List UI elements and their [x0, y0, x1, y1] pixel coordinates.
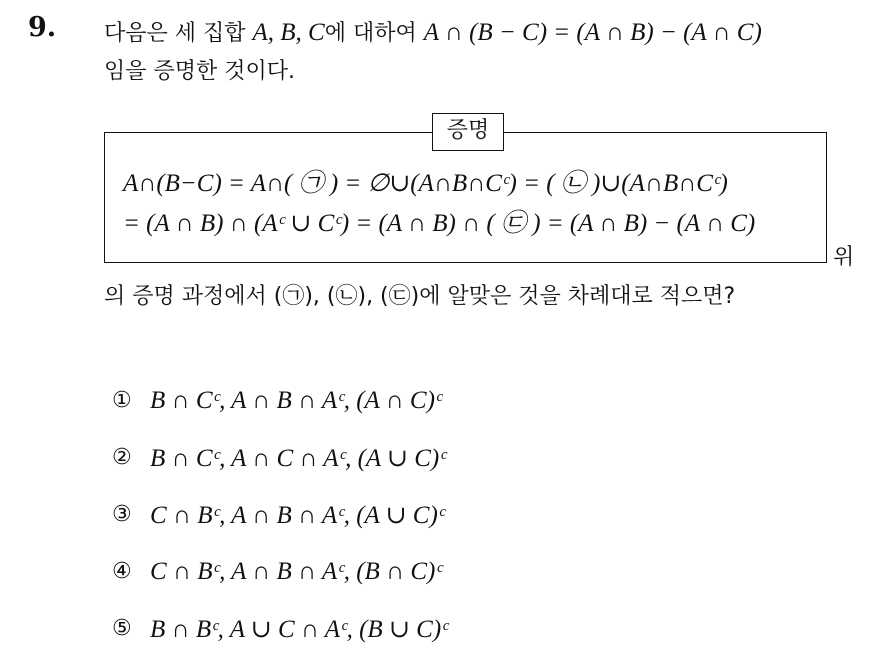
choice-text: C ∩ Bᶜ, A ∩ B ∩ Aᶜ, (B ∩ C)ᶜ [150, 557, 442, 585]
stem-identity: A ∩ (B − C) = (A ∩ B) − (A ∩ C) [423, 19, 762, 46]
choice-text: B ∩ Bᶜ, A ∪ C ∩ Aᶜ, (B ∪ C)ᶜ [150, 615, 448, 643]
proof-title: 증명 [432, 113, 504, 151]
proof-box [104, 118, 827, 263]
choice-text: B ∩ Cᶜ, A ∩ B ∩ Aᶜ, (A ∩ C)ᶜ [150, 386, 442, 414]
question-line: 의 증명 과정에서 (㉠), (㉡), (㉢)에 알맞은 것을 차례대로 적으면? [104, 284, 736, 309]
trailing-word: 위 [833, 245, 855, 270]
choice-number: ④ [112, 559, 132, 584]
choice-number: ② [112, 445, 132, 470]
choice-number: ⑤ [112, 616, 132, 641]
choice-4[interactable] [112, 543, 448, 600]
answer-choices [112, 372, 448, 657]
choice-text: C ∩ Bᶜ, A ∩ B ∩ Aᶜ, (A ∪ C)ᶜ [150, 501, 445, 529]
stem-mid: 에 대하여 [324, 21, 424, 46]
stem-sets: A, B, C [252, 19, 325, 46]
choice-3[interactable] [112, 486, 448, 543]
stem-line2: 임을 증명한 것이다. [104, 59, 295, 84]
choice-number: ① [112, 388, 132, 413]
choice-5[interactable] [112, 600, 448, 657]
choice-text: B ∩ Cᶜ, A ∩ C ∩ Aᶜ, (A ∪ C)ᶜ [150, 444, 446, 472]
question-number: 9. [28, 12, 57, 43]
choice-1[interactable] [112, 372, 448, 429]
proof-line-2: = (A ∩ B) ∩ (Aᶜ ∪ Cᶜ) = (A ∩ B) ∩ ( ㉢ ) = (A ∩ B) − (A ∩ C) [123, 210, 756, 237]
stem-prefix: 다음은 세 집합 [104, 21, 253, 46]
proof-line-1: A∩(B−C) = A∩( ㉠ ) = ∅∪(A∩B∩Cᶜ) = ( ㉡ )∪(A∩B∩Cᶜ) [123, 170, 728, 197]
question-stem [104, 14, 874, 91]
choice-2[interactable] [112, 429, 448, 486]
choice-number: ③ [112, 502, 132, 527]
